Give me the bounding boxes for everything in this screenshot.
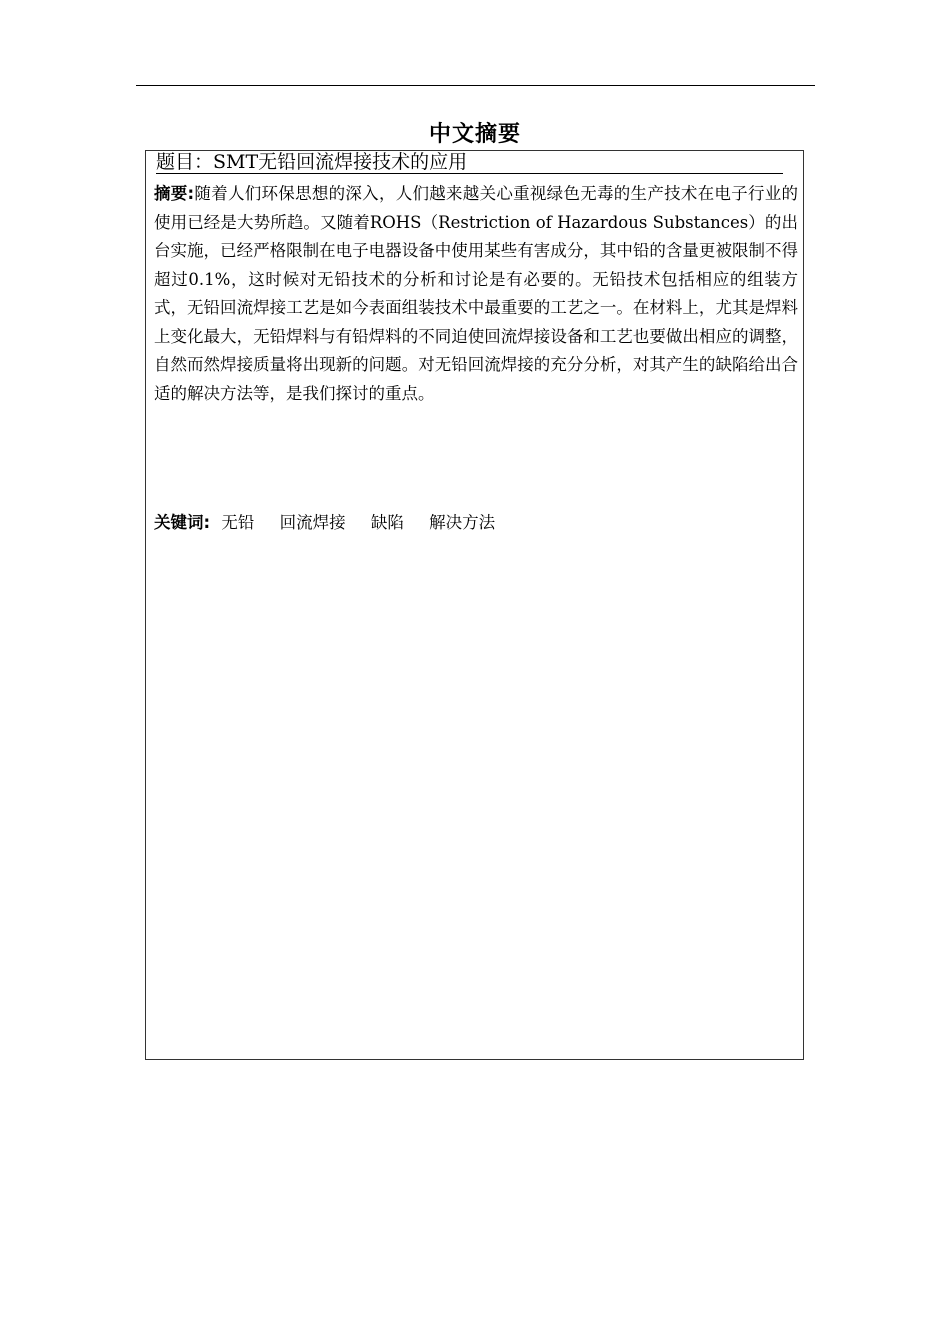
abstract-paragraph bbox=[154, 180, 798, 408]
keywords-label: 关键词: bbox=[154, 513, 211, 532]
abstract-label: 摘要: bbox=[154, 184, 195, 203]
subject-line: 题目：SMT无铅回流焊接技术的应用 bbox=[156, 151, 783, 174]
keyword-item: 缺陷 bbox=[370, 513, 404, 532]
keyword-item: 解决方法 bbox=[429, 513, 496, 532]
abstract-text: 随着人们环保思想的深入，人们越来越关心重视绿色无毒的生产技术在电子行业的使用已经是大势所趋。又随着ROHS（Restriction of Hazardous Substances）的出台实施，已经严格限制在电子电器设备中使用某些有害成分，其中铅的含量更被限制不得超过0.1%，这时候对无铅技术的分析和讨论是有必要的。无铅技术包括相应的组装方式，无铅回流焊接工艺是如今表面组装技术中最重要的工艺之一。在材料上，尤其是焊料上变化最大，无铅焊料与有铅焊料的不同迫使回流焊接设备和工艺也要做出相应的调整，自然而然焊接质量将出现新的问题。对无铅回流焊接的充分分析，对其产生的缺陷给出合适的解决方法等，是我们探讨的重点。 bbox=[154, 184, 798, 403]
page-title: 中文摘要 bbox=[428, 122, 521, 147]
header-rule bbox=[136, 85, 815, 86]
keywords-line bbox=[154, 509, 794, 537]
keyword-item: 回流焊接 bbox=[279, 513, 346, 532]
abstract-box bbox=[145, 150, 804, 1060]
keyword-item: 无铅 bbox=[221, 513, 255, 532]
